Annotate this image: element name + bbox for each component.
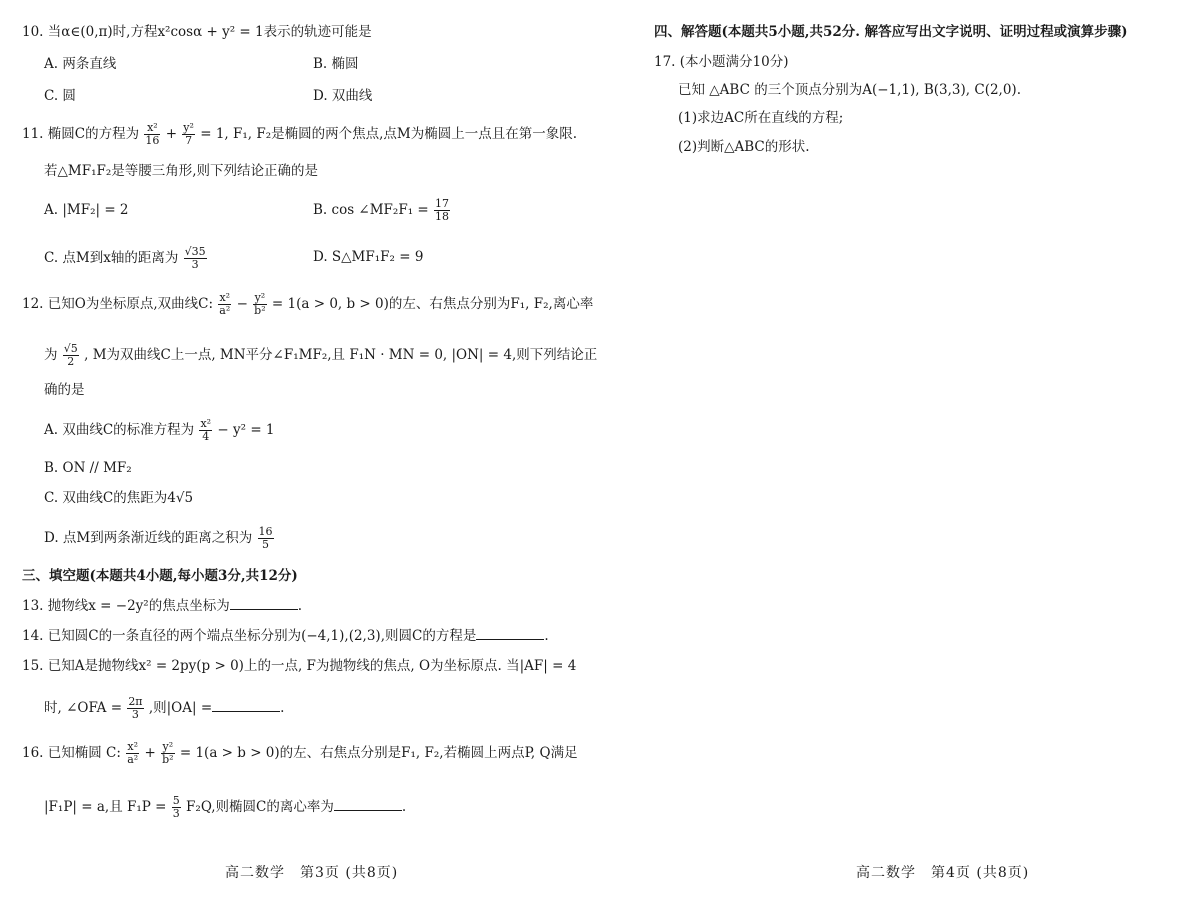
- question-14: 14. 已知圆C的一条直径的两个端点坐标分别为(−4,1),(2,3),则圆C的方程是 .: [22, 628, 549, 644]
- question-12-stem: 12. 已知O为坐标原点,双曲线C: $\frac{\text{x²}}{\text{a²}}$ − $\frac{\text{y²}}{\text{b²}}$ = 1(a > 0, b > 0)的左、右焦点分别为F₁, F₂,离心率: [22, 291, 594, 317]
- question-13: 13. 抛物线x = −2y²的焦点坐标为 .: [22, 598, 303, 614]
- question-15-line1: 15. 已知A是抛物线x² = 2py(p > 0)上的一点, F为抛物线的焦点, O为坐标原点. 当|AF| = 4: [22, 658, 577, 674]
- fraction: $\frac{2\pi}{3}$: [128, 695, 143, 721]
- page-footer: 高二数学 第3页 (共8页): [225, 865, 399, 881]
- question-11-option-a: A. |MF₂| = 2: [44, 202, 129, 218]
- question-12-option-c: C. 双曲线C的焦距为4√5: [44, 490, 194, 506]
- question-12-stem-line3: 确的是: [44, 382, 85, 398]
- answer-blank: [212, 699, 280, 712]
- question-10-option-a: A. 两条直线: [44, 56, 117, 72]
- fraction: $\frac{5}{3}$: [172, 794, 180, 820]
- question-12-stem-line2: 为 $\frac{√5}{2}$ , M为双曲线C上一点, MN平分∠F₁MF₂,且 F₁N · MN = 0, |ON| = 4,则下列结论正: [44, 342, 598, 368]
- fraction: $\frac{√35}{3}$: [184, 245, 206, 271]
- fraction: $\frac{\text{x²}}{16}$: [145, 121, 160, 147]
- question-11-option-d: D. S△MF₁F₂ = 9: [313, 249, 424, 265]
- question-12-option-d: D. 点M到两条渐近线的距离之积为 $\frac{16}{5}$: [44, 525, 273, 551]
- question-11-option-c: C. 点M到x轴的距离为 $\frac{√35}{3}$: [44, 245, 206, 271]
- fraction: $\frac{\text{x²}}{\text{a²}}$: [127, 740, 139, 766]
- question-12-option-a: A. 双曲线C的标准方程为 $\frac{\text{x²}}{4}$ − y² = 1: [44, 417, 275, 443]
- page-footer: 高二数学 第4页 (共8页): [856, 865, 1030, 881]
- question-17-part1: (1)求边AC所在直线的方程;: [678, 110, 844, 126]
- fraction: $\frac{√5}{2}$: [63, 342, 78, 368]
- fraction: $\frac{17}{18}$: [435, 197, 450, 223]
- question-10-option-b: B. 椭圆: [313, 56, 359, 72]
- fraction: $\frac{\text{y²}}{\text{b²}}$: [162, 740, 174, 766]
- question-17-part2: (2)判断△ABC的形状.: [678, 139, 810, 155]
- fraction: $\frac{\text{y²}}{7}$: [183, 121, 194, 147]
- answer-blank: [230, 597, 298, 610]
- question-10-stem: 10. 当α∈(0,π)时,方程x²cosα + y² = 1表示的轨迹可能是: [22, 24, 372, 40]
- fraction: $\frac{\text{x²}}{\text{a²}}$: [219, 291, 231, 317]
- answer-blank: [334, 798, 402, 811]
- question-11-stem-line2: 若△MF₁F₂是等腰三角形,则下列结论正确的是: [44, 163, 319, 179]
- question-15-line2: 时, ∠OFA = $\frac{2\pi}{3}$ ,则|OA| = .: [44, 695, 285, 721]
- fraction: $\frac{\text{x²}}{4}$: [200, 417, 212, 443]
- question-11-option-b: B. cos ∠MF₂F₁ = $\frac{17}{18}$: [313, 197, 450, 223]
- question-17-stem: 已知 △ABC 的三个顶点分别为A(−1,1), B(3,3), C(2,0).: [678, 82, 1021, 98]
- question-10-option-d: D. 双曲线: [313, 88, 373, 104]
- question-11-stem: 11. 椭圆C的方程为 $\frac{\text{x²}}{16}$ + $\frac{\text{y²}}{7}$ = 1, F₁, F₂是椭圆的两个焦点,点M为椭圆上一点且在第一象限.: [22, 121, 578, 147]
- question-16-line2: |F₁P| = a,且 F₁P = $\frac{5}{3}$ F₂Q,则椭圆C的离心率为 .: [44, 794, 407, 820]
- right-page: [620, 0, 1193, 900]
- question-12-option-b: B. ON // MF₂: [44, 460, 132, 476]
- section-4-heading: 四、解答题(本题共5小题,共52分. 解答应写出文字说明、证明过程或演算步骤): [654, 24, 1128, 40]
- answer-blank: [476, 627, 544, 640]
- fraction: $\frac{\text{y²}}{\text{b²}}$: [254, 291, 266, 317]
- question-10-option-c: C. 圆: [44, 88, 76, 104]
- question-17-heading: 17. (本小题满分10分): [654, 54, 789, 70]
- fraction: $\frac{16}{5}$: [258, 525, 273, 551]
- section-3-heading: 三、填空题(本题共4小题,每小题3分,共12分): [22, 568, 298, 584]
- question-16-stem: 16. 已知椭圆 C: $\frac{\text{x²}}{\text{a²}}$ + $\frac{\text{y²}}{\text{b²}}$ = 1(a > b > 0)的左、右焦点分别是F₁, F₂,若椭圆上两点P, Q满足: [22, 740, 578, 766]
